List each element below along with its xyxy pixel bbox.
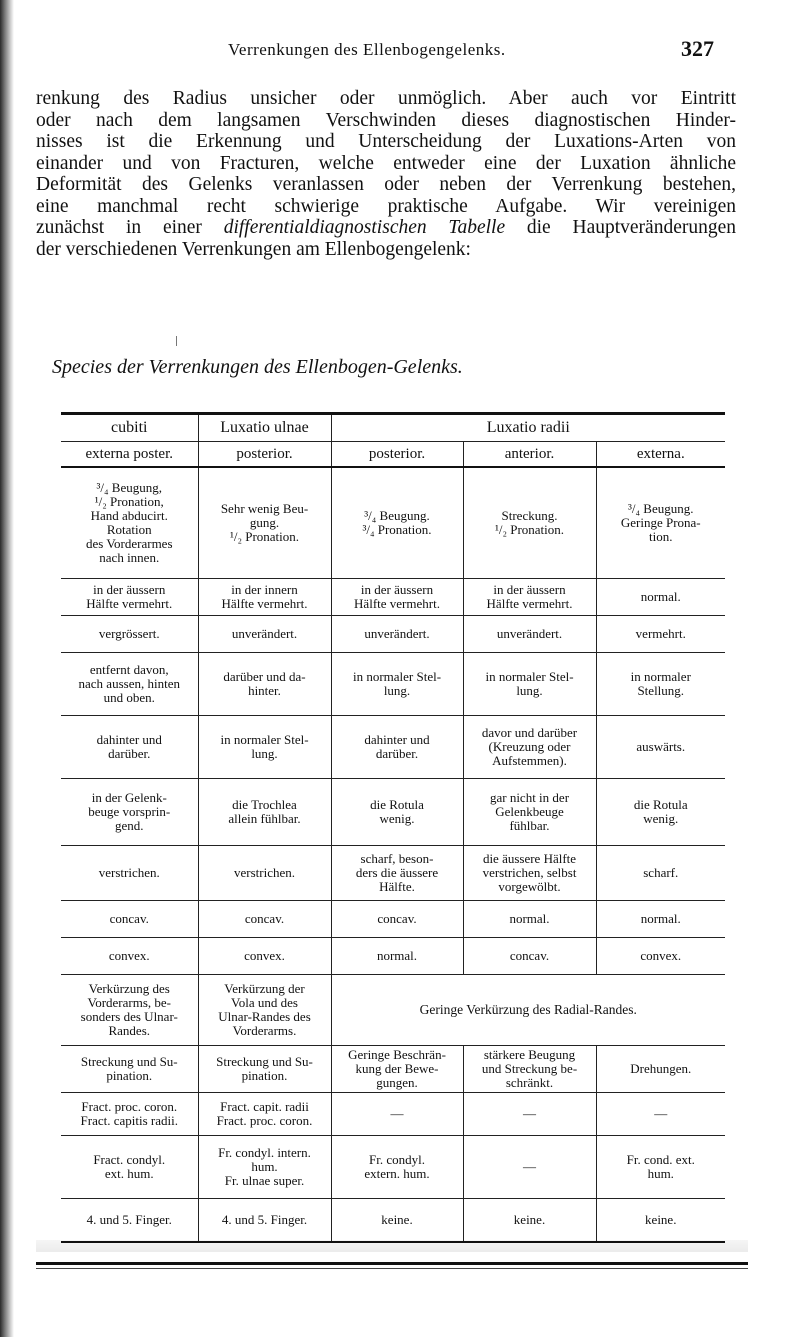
page-gutter-shadow <box>0 0 14 1337</box>
table-cell: in normaler Stel- lung. <box>198 716 331 779</box>
table-cell: davor und darüber (Kreuzung oder Aufstemmen). <box>463 716 596 779</box>
table-cell: concav. <box>198 901 331 938</box>
body-line: nisses ist die Erkennung und Unterscheidung der Luxations-Arten von <box>36 131 736 152</box>
table-cell: die äussere Hälfte verstrichen, selbst vorgewölbt. <box>463 846 596 901</box>
body-text-run: zunächst in einer <box>36 217 224 238</box>
table-subheader-row <box>61 442 725 468</box>
subheader-cell: anterior. <box>463 442 596 468</box>
table-cell: Geringe Verkürzung des Radial-Randes. <box>331 975 725 1046</box>
table-cell: — <box>596 1093 725 1136</box>
header-cell: cubiti <box>61 414 198 442</box>
table-cell: Verkürzung des Vorderarms, be- sonders des Ulnar- Randes. <box>61 975 198 1046</box>
table-cell: concav. <box>463 938 596 975</box>
subheader-cell: posterior. <box>331 442 463 468</box>
table-cell: Geringe Beschrän- kung der Bewe- gungen. <box>331 1046 463 1093</box>
table-cell: ³/₄ Beugung. Geringe Prona- tion. <box>596 467 725 579</box>
subheader-cell: externa. <box>596 442 725 468</box>
running-head: Verrenkungen des Ellenbogengelenks. <box>228 40 506 59</box>
table-cell: die Rotula wenig. <box>331 779 463 846</box>
table-cell: in der äussern Hälfte vermehrt. <box>61 579 198 616</box>
table-cell: darüber und da- hinter. <box>198 653 331 716</box>
table-cell: ³/₄ Beugung, ¹/₂ Pronation, Hand abducirt. Rotation des Vorderarmes nach innen. <box>61 467 198 579</box>
table-cell: keine. <box>596 1199 725 1243</box>
table-cell: auswärts. <box>596 716 725 779</box>
table-row <box>61 975 725 1046</box>
table-cell: concav. <box>331 901 463 938</box>
table-cell: normal. <box>463 901 596 938</box>
table-cell: — <box>463 1093 596 1136</box>
table-cell: Fr. condyl. extern. hum. <box>331 1136 463 1199</box>
table-row <box>61 1199 725 1243</box>
table-cell: in der innern Hälfte vermehrt. <box>198 579 331 616</box>
table-cell: Fr. cond. ext. hum. <box>596 1136 725 1199</box>
table-cell: Fr. condyl. intern. hum. Fr. ulnae super. <box>198 1136 331 1199</box>
table-cell: die Trochlea allein fühlbar. <box>198 779 331 846</box>
table-cell: die Rotula wenig. <box>596 779 725 846</box>
table-cell: verstrichen. <box>61 846 198 901</box>
table-cell: in der äussern Hälfte vermehrt. <box>331 579 463 616</box>
body-line: renkung des Radius unsicher oder unmöglich. Aber auch vor Eintritt <box>36 88 736 109</box>
table-cell: Streckung und Su- pination. <box>198 1046 331 1093</box>
table-title: Species der Verrenkungen des Ellenbogen-Gelenks. <box>52 356 463 378</box>
table-cell: in normaler Stel- lung. <box>331 653 463 716</box>
table-cell: Streckung. ¹/₂ Pronation. <box>463 467 596 579</box>
table-row <box>61 616 725 653</box>
table-cell: stärkere Beugung und Streckung be- schränkt. <box>463 1046 596 1093</box>
table-cell: 4. und 5. Finger. <box>61 1199 198 1243</box>
body-line <box>36 217 736 239</box>
page-number: 327 <box>681 36 714 61</box>
table-header-row <box>61 414 725 442</box>
table-row <box>61 901 725 938</box>
table-cell: Fract. proc. coron. Fract. capitis radii. <box>61 1093 198 1136</box>
table-cell: unverändert. <box>331 616 463 653</box>
body-line: einander und von Fracturen, welche entweder eine der Luxation ähnliche <box>36 152 736 174</box>
print-mark <box>176 336 177 346</box>
body-line: eine manchmal recht schwierige praktische Aufgabe. Wir vereinigen <box>36 195 736 217</box>
table-cell: convex. <box>198 938 331 975</box>
table-cell: unverändert. <box>198 616 331 653</box>
table-cell: keine. <box>331 1199 463 1243</box>
table-cell: scharf, beson- ders die äussere Hälfte. <box>331 846 463 901</box>
table-cell: normal. <box>596 579 725 616</box>
body-paragraph <box>36 88 736 260</box>
body-italic-run: differentialdiagnostischen Tabelle <box>223 217 506 238</box>
header-cell: Luxatio ulnae <box>198 414 331 442</box>
table-cell: Drehungen. <box>596 1046 725 1093</box>
table-row <box>61 1136 725 1199</box>
table-cell: concav. <box>61 901 198 938</box>
table-cell: — <box>463 1136 596 1199</box>
body-line: Deformität des Gelenks veranlassen oder neben der Verrenkung bestehen, <box>36 174 736 195</box>
table-cell: Verkürzung der Vola und des Ulnar-Randes des Vorderarms. <box>198 975 331 1046</box>
table-cell: keine. <box>463 1199 596 1243</box>
table-body <box>61 467 725 1242</box>
body-line: oder nach dem langsamen Verschwinden dieses diagnostischen Hinder- <box>36 109 736 131</box>
table-cell: Sehr wenig Beu- gung. ¹/₂ Pronation. <box>198 467 331 579</box>
table-cell: Fract. condyl. ext. hum. <box>61 1136 198 1199</box>
table-cell: verstrichen. <box>198 846 331 901</box>
table-cell: Fract. capit. radii Fract. proc. coron. <box>198 1093 331 1136</box>
table-cell: dahinter und darüber. <box>61 716 198 779</box>
table-row <box>61 938 725 975</box>
bottom-rule-thin <box>36 1268 748 1269</box>
table-cell: 4. und 5. Finger. <box>198 1199 331 1243</box>
table-cell: vergrössert. <box>61 616 198 653</box>
table-cell: in der äussern Hälfte vermehrt. <box>463 579 596 616</box>
table-cell: — <box>331 1093 463 1136</box>
table-cell: in normaler Stel- lung. <box>463 653 596 716</box>
table-cell: normal. <box>596 901 725 938</box>
subheader-cell: posterior. <box>198 442 331 468</box>
subheader-cell: externa poster. <box>61 442 198 468</box>
table-cell: scharf. <box>596 846 725 901</box>
table-cell: dahinter und darüber. <box>331 716 463 779</box>
table-row <box>61 1093 725 1136</box>
table-row <box>61 579 725 616</box>
table-row <box>61 653 725 716</box>
table-row <box>61 846 725 901</box>
table-cell: entfernt davon, nach aussen, hinten und oben. <box>61 653 198 716</box>
body-text-run: die Hauptveränderungen <box>505 217 736 238</box>
luxation-table <box>61 412 725 1243</box>
table-cell: ³/₄ Beugung. ³/₄ Pronation. <box>331 467 463 579</box>
header-cell: Luxatio radii <box>331 414 725 442</box>
body-line: der verschiedenen Verrenkungen am Ellenbogengelenk: <box>36 238 471 260</box>
table-row <box>61 1046 725 1093</box>
table-cell: in der Gelenk- beuge vorsprin- gend. <box>61 779 198 846</box>
table-cell: Streckung und Su- pination. <box>61 1046 198 1093</box>
table-cell: in normaler Stellung. <box>596 653 725 716</box>
table-row <box>61 716 725 779</box>
table-cell: gar nicht in der Gelenkbeuge fühlbar. <box>463 779 596 846</box>
table-cell: convex. <box>61 938 198 975</box>
table-row <box>61 779 725 846</box>
table-cell: vermehrt. <box>596 616 725 653</box>
table-cell: normal. <box>331 938 463 975</box>
bleed-through <box>36 1240 748 1252</box>
bottom-rule <box>36 1262 748 1265</box>
table-cell: convex. <box>596 938 725 975</box>
table-row <box>61 467 725 579</box>
table-cell: unverändert. <box>463 616 596 653</box>
